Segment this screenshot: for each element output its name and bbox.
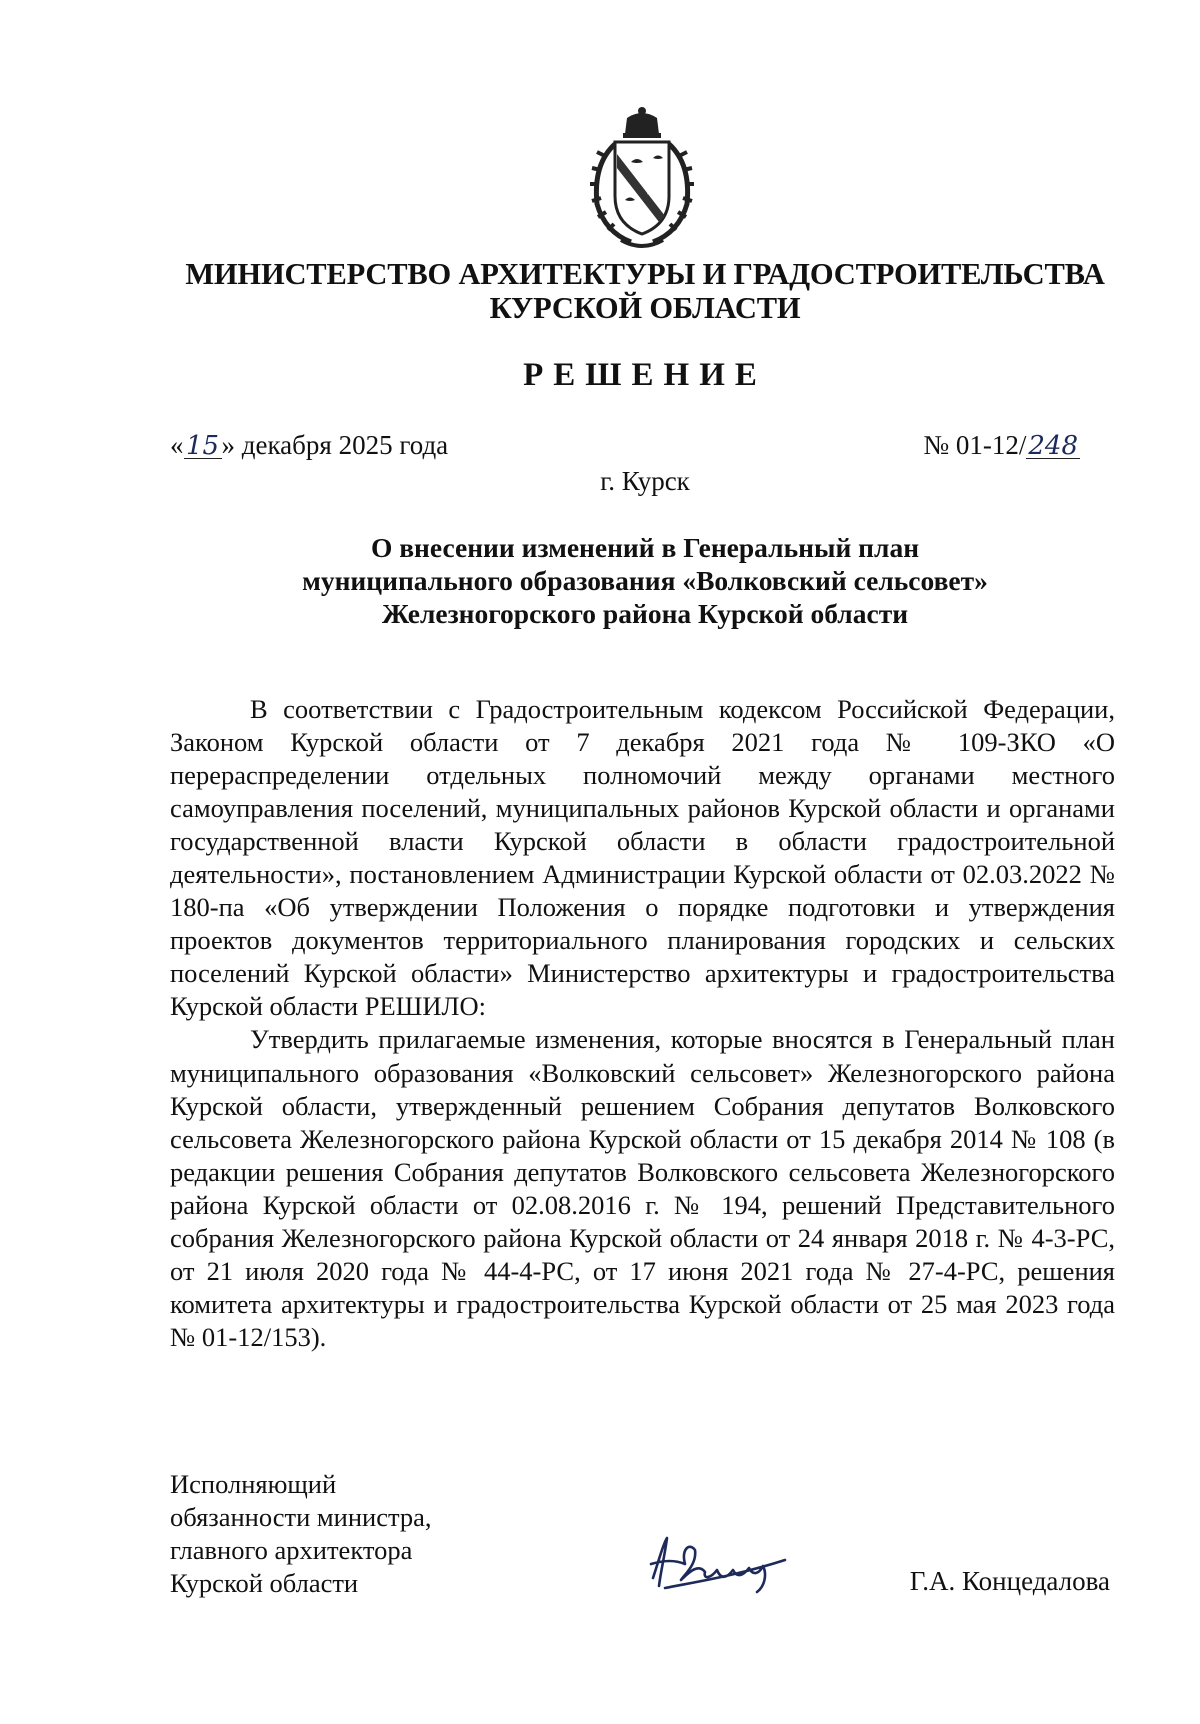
body-paragraph-basis: В соответствии с Градостроительным кодексом Российской Федерации, Законом Курской области от 7 декабря 2021 года № 109-ЗКО «О перераспределении отдельных полномочий между органами местного самоуправления поселений, муниципальных районов Курской области и органами государственной власти Курской области в области градостроительной деятельности», постановлением Администрации Курской области от 02.03.2022 № 180-па «Об утверждении Положения о порядке подготовки и утверждения проектов документов территориального планирования городских и сельских поселений Курской области» Министерство архитектуры и градостроительства Курской области РЕШИЛО: (170, 694, 1115, 1022)
document-number-handwritten: 248 (1028, 431, 1078, 461)
coat-of-arms-icon (575, 104, 709, 252)
signatory-position-line2: обязанности министра, (170, 1502, 432, 1532)
signatory-name: Г.А. Концедалова (909, 1566, 1110, 1596)
subject-line3: Железногорского района Курской области (381, 598, 909, 629)
signatory-position-line1: Исполняющий (170, 1469, 337, 1499)
signatory-position-line3: главного архитектора (170, 1535, 413, 1565)
handwritten-signature (645, 1530, 795, 1600)
body-paragraph-decision: Утвердить прилагаемые изменения, которые вносятся в Генеральный план муниципального образования «Волковский сельсовет» Железногорского района Курской области, утвержденный решением Собрания депутатов Волковского сельсовета Железногорского района Курской области от 15 декабря 2014 № 108 (в редакции решения Собрания депутатов Волковского сельсовета Железногорского района Курской области от 02.08.2016 г. № 194, решений Представительного собрания Железногорского района Курской области от 24 января 2018 г. № 4-3-РС, от 21 июля 2020 года № 44-4-РС, от 17 июня 2021 года № 27-4-РС, решения комитета архитектуры и градостроительства Курской области от 25 мая 2023 года № 01-12/153). (170, 1024, 1115, 1352)
signatory-position-line4: Курской области (170, 1568, 359, 1598)
document-number (923, 430, 1080, 461)
document-city: г. Курск (600, 466, 690, 496)
document-type-title: РЕШЕНИЕ (523, 357, 767, 393)
subject-line1: О внесении изменений в Генеральный план (370, 532, 920, 563)
document-number-prefix: № 01-12/ (923, 430, 1027, 460)
ministry-name-line1: МИНИСТЕРСТВО АРХИТЕКТУРЫ И ГРАДОСТРОИТЕЛЬСТВА (185, 257, 1105, 291)
document-date (170, 430, 448, 461)
document-body (170, 693, 1115, 1354)
subject-line2: муниципального образования «Волковский сельсовет» (302, 565, 988, 596)
date-day-handwritten: 15 (184, 434, 222, 459)
signatory-position (170, 1468, 432, 1600)
date-month-year: » декабря 2025 года (221, 430, 449, 460)
date-open-quote: « (170, 430, 184, 460)
ministry-name-line2: КУРСКОЙ ОБЛАСТИ (489, 291, 801, 325)
